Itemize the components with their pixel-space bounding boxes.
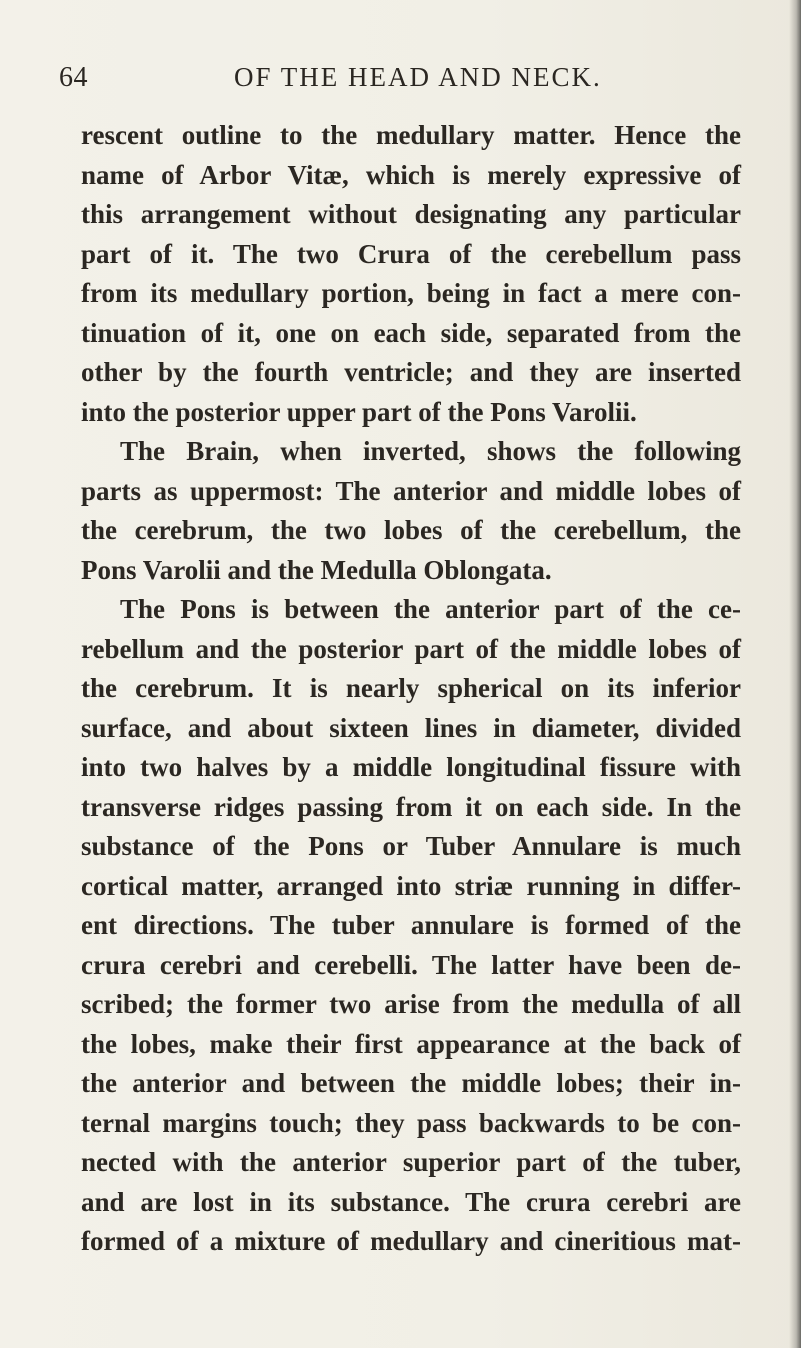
text-line: transverse ridges passing from it on each side. In the <box>81 791 741 822</box>
page-number: 64 <box>59 62 88 93</box>
text-line: Pons Varolii and the Medulla Oblongata. <box>81 554 552 585</box>
text-line: into the posterior upper part of the Pons Varolii. <box>81 396 637 427</box>
text-line: parts as uppermost: The anterior and middle lobes of <box>81 475 741 506</box>
text-line: the cerebrum. It is nearly spherical on its inferior <box>81 673 741 703</box>
text-line: from its medullary portion, being in fact a mere con- <box>81 278 741 308</box>
text-line: nected with the anterior superior part of the tuber, <box>81 1147 741 1177</box>
text-line: formed of a mixture of medullary and cineritious mat- <box>81 1226 741 1256</box>
text-line: substance of the Pons or Tuber Annulare is much <box>81 831 741 861</box>
text-line: crura cerebri and cerebelli. The latter have been de- <box>81 949 741 980</box>
text-line: tinuation of it, one on each side, separated from the <box>81 317 741 348</box>
text-line: The Brain, when inverted, shows the following <box>120 436 741 466</box>
text-line: into two halves by a middle longitudinal fissure with <box>81 752 741 782</box>
text-line: cortical matter, arranged into striæ running in differ- <box>81 870 741 901</box>
body-text <box>81 116 741 1262</box>
page-edge-shadow <box>789 0 801 1348</box>
text-line: surface, and about sixteen lines in diameter, divided <box>81 712 741 743</box>
page-header <box>59 62 759 102</box>
text-line: the lobes, make their first appearance at the back of <box>81 1028 741 1059</box>
text-line: name of Arbor Vitæ, which is merely expressive of <box>81 159 741 190</box>
text-line: part of it. The two Crura of the cerebellum pass <box>81 238 741 269</box>
text-line: ternal margins touch; they pass backwards to be con- <box>81 1107 741 1138</box>
text-line: rebellum and the posterior part of the middle lobes of <box>81 633 741 664</box>
text-line: rescent outline to the medullary matter. Hence the <box>81 120 741 150</box>
text-line: other by the fourth ventricle; and they are inserted <box>81 357 741 387</box>
text-line: scribed; the former two arise from the medulla of all <box>81 989 741 1019</box>
text-line: the anterior and between the middle lobes; their in- <box>81 1068 741 1098</box>
text-line: ent directions. The tuber annulare is formed of the <box>81 910 741 940</box>
text-line: and are lost in its substance. The crura cerebri are <box>81 1186 741 1217</box>
text-line: The Pons is between the anterior part of the ce- <box>120 594 741 624</box>
text-line: this arrangement without designating any particular <box>81 199 741 229</box>
running-head: OF THE HEAD AND NECK. <box>234 62 602 92</box>
text-line: the cerebrum, the two lobes of the cerebellum, the <box>81 515 741 545</box>
